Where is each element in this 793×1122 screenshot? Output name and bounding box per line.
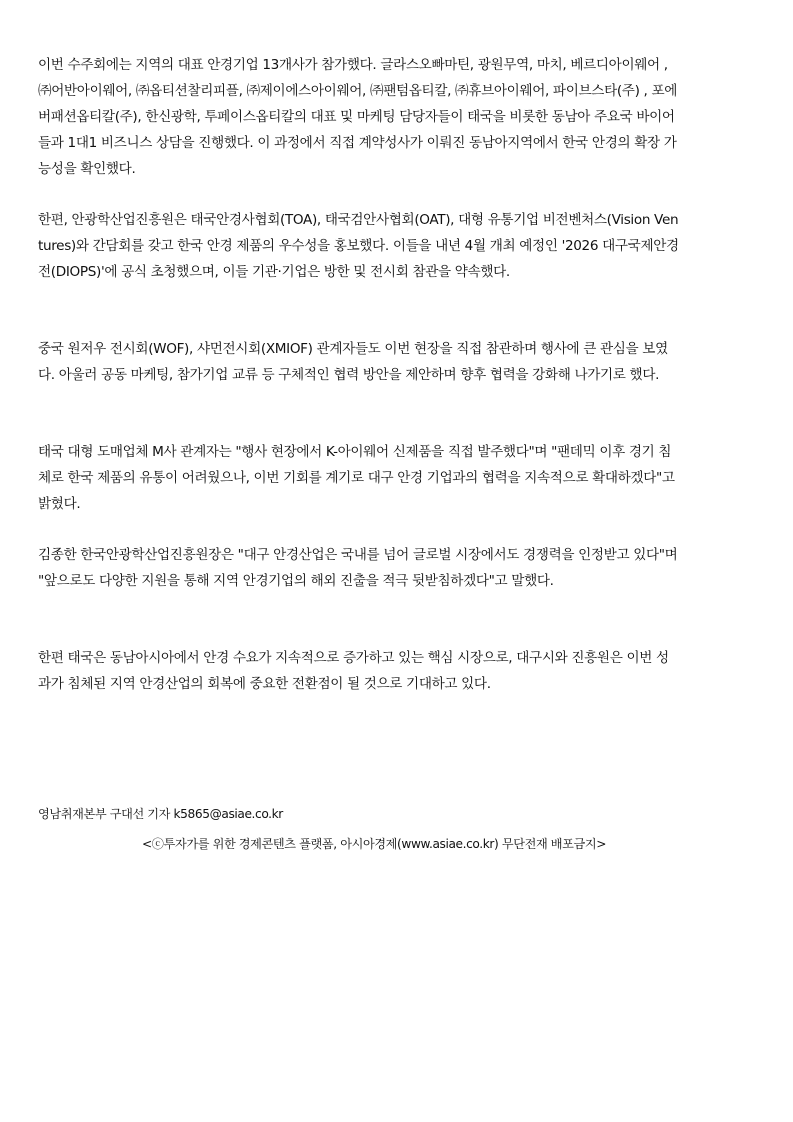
paragraph-conclusion: 한편 태국은 동남아시아에서 안경 수요가 지속적으로 증가하고 있는 핵심 시장으로, 대구시와 진흥원은 이번 성 과가 침체된 지역 안경산업의 회복에 중요한 전환점이 될 것으로 기대하고 있다. xyxy=(38,650,669,692)
paragraph-spacer xyxy=(38,285,758,336)
paragraph-spacer xyxy=(38,182,758,207)
paragraph-director-quote: 김종한 한국안광학산업진흥원장은 "대구 안경산업은 국내를 넘어 글로벌 시장에서도 경쟁력을 인정받고 있다"며 "앞으로도 다양한 지원을 통해 지역 안경기업의 해외 진출을 적극 뒷받침하겠다"고 말했다. xyxy=(38,547,678,589)
paragraph-spacer xyxy=(38,594,758,645)
copyright-notice: <ⓒ투자가를 위한 경제콘텐츠 플랫폼, 아시아경제(www.asiae.co.kr) 무단전재 배포금지> xyxy=(142,837,607,851)
paragraph-spacer xyxy=(38,517,758,542)
article-body xyxy=(38,52,758,853)
paragraph-buyer-quote: 태국 대형 도매업체 M사 관계자는 "행사 현장에서 K-아이웨어 신제품을 직접 발주했다"며 "팬데믹 이후 경기 침 체로 한국 제품의 유통이 어려웠으나, 이번 기회를 계기로 대구 안경 기업과의 협력을 지속적으로 확대하겠다"고 밝혔다. xyxy=(38,444,675,512)
paragraph-meetings: 한편, 안광학산업진흥원은 태국안경사협회(TOA), 태국검안사협회(OAT), 대형 유통기업 비전벤처스(Vision Ven tures)와 간담회를 갖고 한국 안경 제품의 우수성을 홍보했다. 이들을 내년 4월 개최 예정인 '2026 대구국제안경 전(DIOPS)'에 공식 초청했으며, 이들 기관·기업은 방한 및 전시회 참관을 약속했다. xyxy=(38,212,679,280)
reporter-byline: 영남취재본부 구대선 기자 k5865@asiae.co.kr xyxy=(38,807,283,821)
paragraph-spacer xyxy=(38,697,758,805)
paragraph-participants: 이번 수주회에는 지역의 대표 안경기업 13개사가 참가했다. 글라스오빠마틴, 광원무역, 마치, 베르디아이웨어 , ㈜어반아이웨어, ㈜옵티션찰리피플, ㈜제이에스아이웨어, ㈜팬텀옵티칼, ㈜휴브아이웨어, 파이브스타(주) , 포에 버패션옵티칼(주), 한신광학, 투페이스옵티칼의 대표 및 마케팅 담당자들이 태국을 비롯한 동남아 주요국 바이어 들과 1대1 비즈니스 상담을 진행했다. 이 과정에서 직접 계약성사가 이뤄진 동남아지역에서 한국 안경의 확장 가 능성을 확인했다. xyxy=(38,57,678,177)
paragraph-spacer xyxy=(38,388,758,439)
paragraph-china-exhibitions: 중국 원저우 전시회(WOF), 샤먼전시회(XMIOF) 관계자들도 이번 현장을 직접 참관하며 행사에 큰 관심을 보였 다. 아울러 공동 마케팅, 참가기업 교류 등 구체적인 협력 방안을 제안하며 향후 협력을 강화해 나가기로 했다. xyxy=(38,341,668,383)
